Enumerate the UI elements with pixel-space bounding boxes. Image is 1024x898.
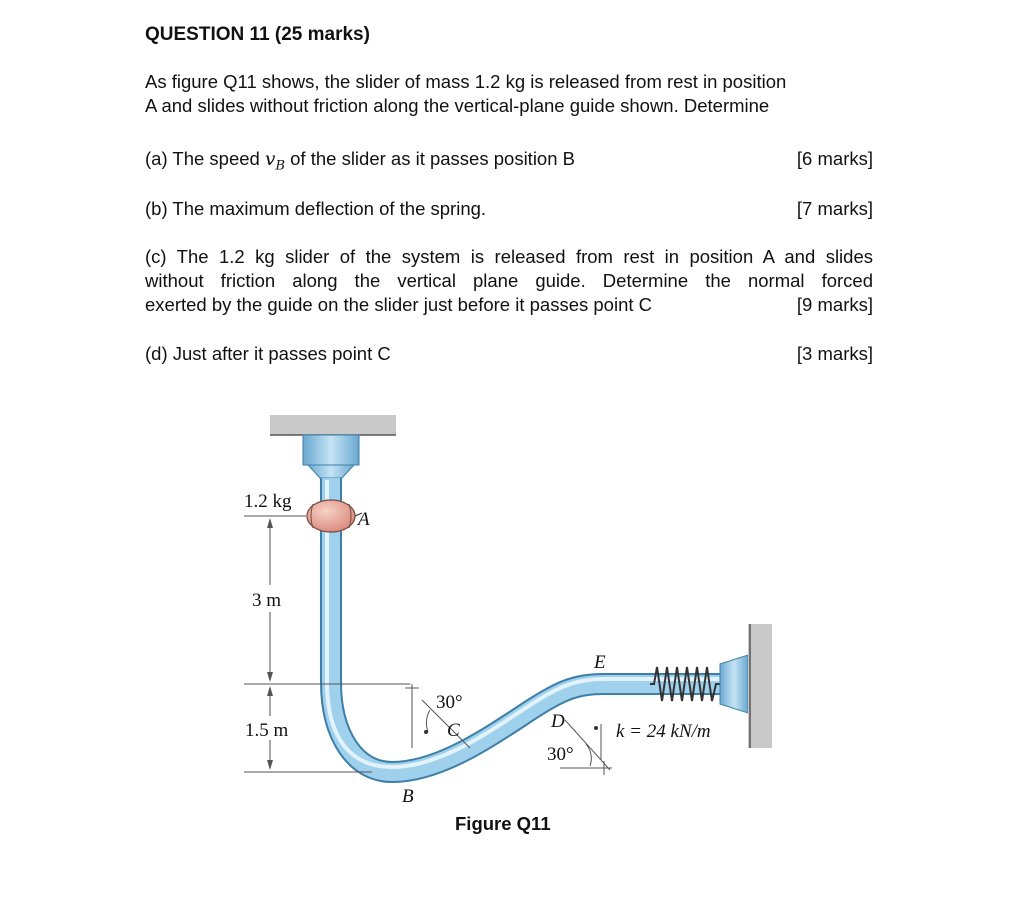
- c-angle-arc: [426, 710, 430, 732]
- intro-line-2: A and slides without friction along the vertical-plane guide shown. Determine: [145, 95, 770, 116]
- label-c: C: [447, 720, 460, 741]
- dim-label-1-5m: 1.5 m: [245, 720, 289, 741]
- ceiling-mount-plate: [303, 435, 359, 465]
- part-a-marks: [6 marks]: [796, 148, 873, 169]
- part-c-line-3-text: exerted by the guide on the slider just before it passes point C: [145, 294, 652, 315]
- dim-arrow-1-5m-top: [267, 686, 273, 696]
- part-c-marks: [9 marks]: [796, 294, 873, 315]
- speed-symbol: $v_B$: [264, 149, 285, 174]
- ceiling-support: [270, 415, 396, 435]
- part-d-marks: [3 marks]: [796, 343, 873, 364]
- wall: [748, 624, 772, 748]
- dim-arrow-1-5m-bottom: [267, 760, 273, 770]
- spring-constant-label: k = 24 kN/m: [616, 721, 711, 742]
- dim-label-3m: 3 m: [252, 590, 282, 611]
- dim-arrow-3m-bottom: [267, 672, 273, 682]
- part-b-marks: [7 marks]: [796, 198, 873, 219]
- angle-d-label: 30°: [547, 744, 574, 765]
- figure-caption: Figure Q11: [455, 813, 551, 834]
- dim-arrow-top: [267, 518, 273, 528]
- label-e: E: [594, 652, 606, 673]
- part-c-line-1: (c) The 1.2 kg slider of the system is released from rest in position A and slides: [145, 246, 873, 267]
- part-a-text: (a) The speed $v_B$ of the slider as it passes position B: [145, 148, 575, 174]
- d-angle-arc: [586, 744, 591, 766]
- spring-mount: [720, 655, 748, 713]
- ceiling-mount-taper: [308, 465, 354, 478]
- angle-c-label: 30°: [436, 692, 463, 713]
- label-d: D: [551, 711, 565, 732]
- part-b-text: (b) The maximum deflection of the spring.: [145, 198, 487, 219]
- mass-label: 1.2 kg: [244, 491, 292, 512]
- label-b: B: [402, 786, 414, 807]
- c-point: [424, 730, 428, 734]
- question-title: QUESTION 11 (25 marks): [145, 24, 370, 45]
- part-d-text: (d) Just after it passes point C: [145, 343, 391, 364]
- label-a: A: [358, 509, 370, 530]
- intro-line-1: As figure Q11 shows, the slider of mass 1.2 kg is released from rest in position: [145, 71, 787, 92]
- part-c-line-2: without friction along the vertical plane guide. Determine the normal forced: [145, 270, 873, 291]
- d-point: [594, 726, 598, 730]
- slider: [307, 500, 355, 532]
